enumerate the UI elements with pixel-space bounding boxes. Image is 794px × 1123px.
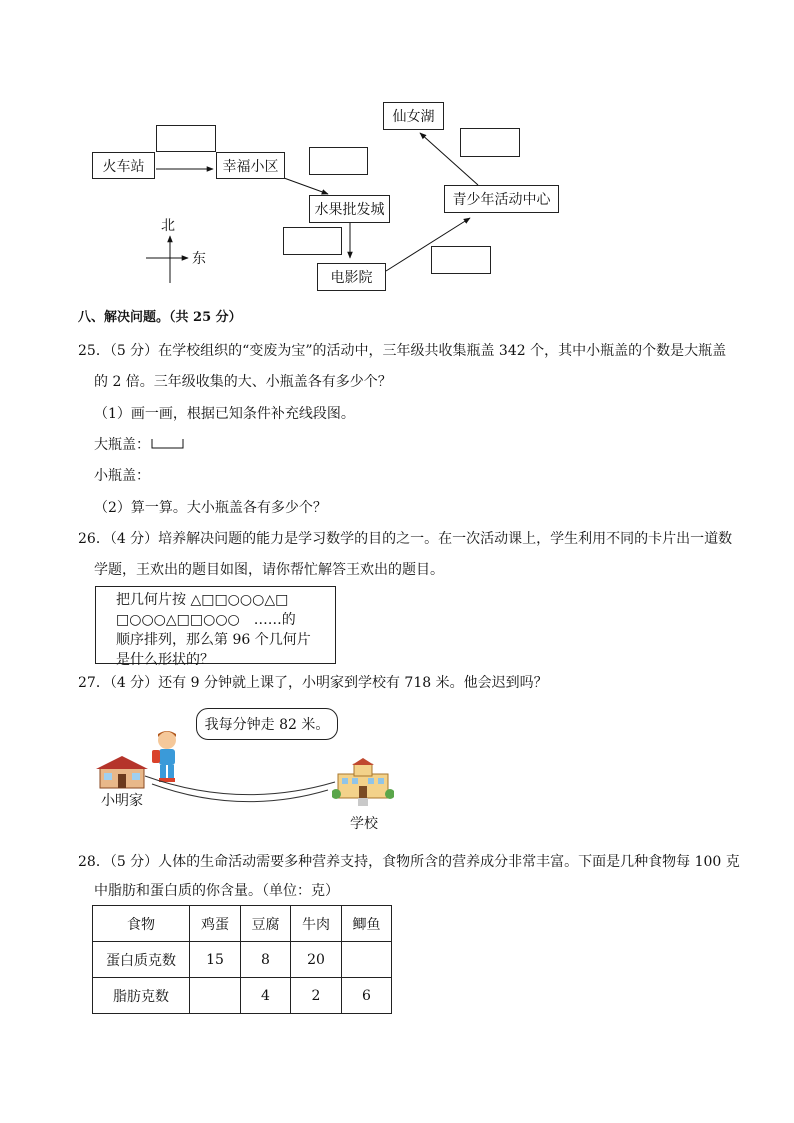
q25-line1: 25．（5 分）在学校组织的“变废为宝”的活动中，三年级共收集瓶盖 342 个，其中小瓶盖的个数是大瓶盖	[78, 343, 727, 359]
header-cell: 食物	[93, 906, 190, 942]
label-train-station: 火车站	[92, 152, 155, 179]
q25-small-label: 小瓶盖：	[94, 468, 150, 484]
table-header-row	[93, 906, 392, 942]
puzzle-box	[95, 586, 336, 668]
answer-box-2[interactable]	[309, 147, 368, 175]
speech-bubble: 我每分钟走 82 米。	[196, 708, 338, 740]
label-fruit-market: 水果批发城	[309, 195, 390, 223]
table-cell: 脂肪克数	[93, 978, 190, 1014]
q26-line2: 学题，王欢出的题目如图，请你帮忙解答王欢出的题目。	[94, 562, 444, 578]
q25-sub1: （1）画一画，根据已知条件补充线段图。	[94, 406, 355, 422]
q25-big-label: 大瓶盖：	[94, 437, 150, 453]
puzzle-line-4: 是什么形状的？	[116, 652, 214, 668]
answer-box-3[interactable]	[283, 227, 342, 255]
header-cell: 鲫鱼	[342, 906, 392, 942]
header-cell: 鸡蛋	[190, 906, 241, 942]
q28-line2: 中脂肪和蛋白质的你含量。（单位：克）	[94, 883, 339, 899]
table-cell: 8	[241, 942, 291, 978]
table-cell: 蛋白质克数	[93, 942, 190, 978]
q25-line2: 的 2 倍。三年级收集的大、小瓶盖各有多少个？	[94, 374, 392, 390]
puzzle-line-1: 把几何片按 △□□○○○△□	[116, 592, 289, 608]
table-cell: 2	[291, 978, 342, 1014]
home-label: 小明家	[101, 793, 143, 809]
segment-bar	[151, 437, 185, 451]
label-fairy-lake: 仙女湖	[383, 102, 444, 130]
label-youth-center: 青少年活动中心	[444, 185, 559, 213]
table-cell: 20	[291, 942, 342, 978]
header-cell: 豆腐	[241, 906, 291, 942]
header-cell: 牛肉	[291, 906, 342, 942]
q27-line1: 27．（4 分）还有 9 分钟就上课了，小明家到学校有 718 米。他会迟到吗？	[78, 675, 548, 691]
table-cell[interactable]	[190, 978, 241, 1014]
puzzle-line-2: □○○○△□□○○○ ……的	[116, 612, 296, 628]
answer-box-1[interactable]	[156, 125, 216, 152]
q25-sub2: （2）算一算。大小瓶盖各有多少个？	[94, 500, 327, 516]
school-label: 学校	[350, 816, 378, 832]
answer-box-4[interactable]	[431, 246, 491, 274]
compass-north: 北	[161, 218, 175, 234]
section-title: 八、解决问题。（共 25 分）	[78, 310, 242, 325]
table-cell: 6	[342, 978, 392, 1014]
map-arrows	[0, 0, 794, 300]
label-cinema: 电影院	[317, 263, 386, 291]
table-row	[93, 978, 392, 1014]
road-path	[140, 770, 340, 810]
table-cell: 4	[241, 978, 291, 1014]
q28-line1: 28．（5 分）人体的生命活动需要多种营养支持，食物所含的营养成分非常丰富。下面是几种食物每 100 克	[78, 854, 740, 870]
table-cell: 15	[190, 942, 241, 978]
table-cell[interactable]	[342, 942, 392, 978]
puzzle-line-3: 顺序排列，那么第 96 个几何片	[116, 632, 311, 648]
nutrition-table	[92, 905, 392, 1014]
q26-line1: 26．（4 分）培养解决问题的能力是学习数学的目的之一。在一次活动课上，学生利用不同的卡片出一道数	[78, 531, 733, 547]
compass-east: 东	[192, 251, 206, 267]
answer-box-5[interactable]	[460, 128, 520, 157]
table-row	[93, 942, 392, 978]
school-illustration	[332, 758, 394, 806]
label-xingfu: 幸福小区	[216, 152, 285, 179]
